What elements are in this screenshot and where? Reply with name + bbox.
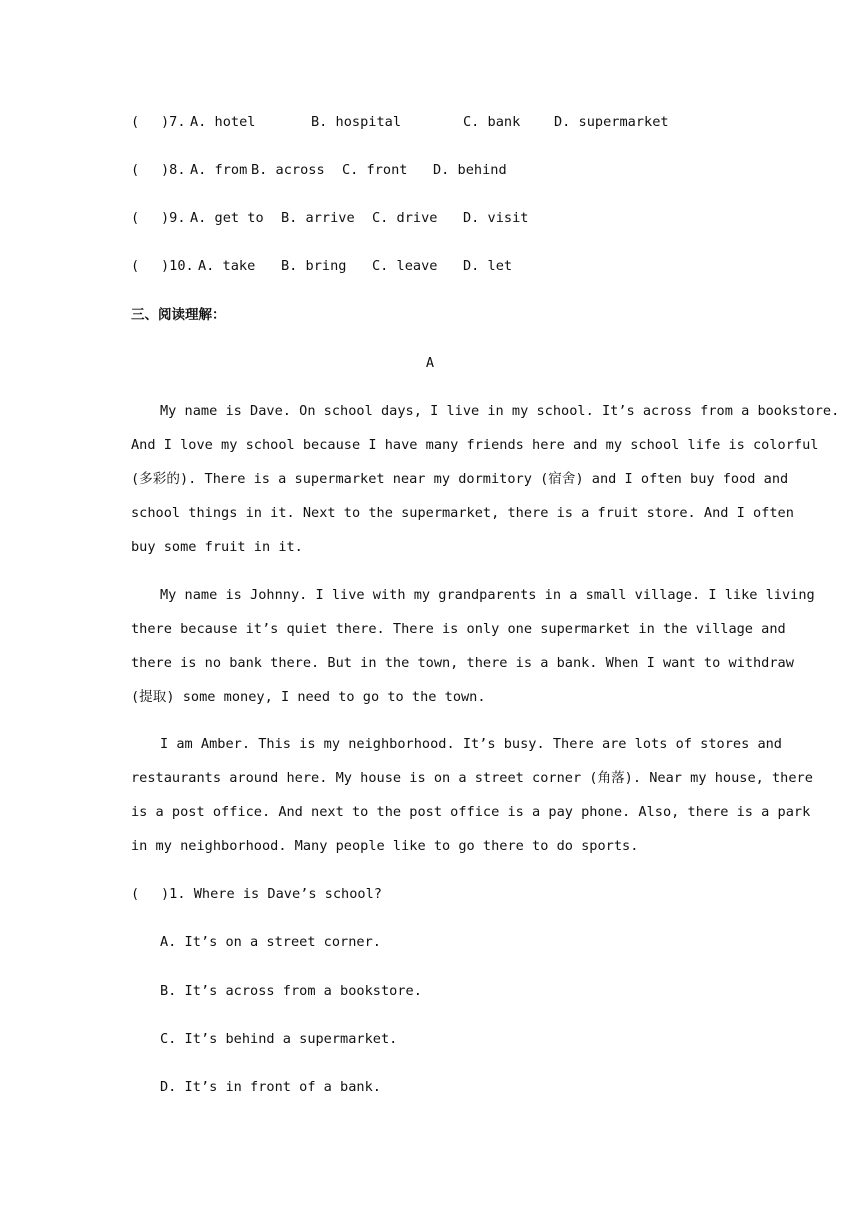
item-number: )7. xyxy=(161,114,186,130)
option-b: B. arrive xyxy=(281,210,355,226)
option-d: D. visit xyxy=(463,210,529,226)
option-a: A. from xyxy=(190,162,248,178)
paragraph-line: restaurants around here. My house is on a street corner (角落). Near my house, there xyxy=(131,770,813,786)
paragraph-line: My name is Johnny. I live with my grandparents in a small village. I like living xyxy=(160,587,815,603)
option-a: A. take xyxy=(198,258,256,274)
option-d: D. let xyxy=(463,258,513,274)
option-b: B. across xyxy=(251,162,325,178)
paragraph-line: is a post office. And next to the post office is a pay phone. Also, there is a park xyxy=(131,804,811,820)
question-stem: )1. Where is Dave’s school? xyxy=(161,886,382,902)
option-c: C. bank xyxy=(463,114,521,130)
paragraph-line: And I love my school because I have many friends here and my school life is colorful xyxy=(131,437,819,453)
paragraph-line: school things in it. Next to the supermarket, there is a fruit store. And I often xyxy=(131,505,794,521)
item-number: )9. xyxy=(161,210,186,226)
answer-option-a: A. It’s on a street corner. xyxy=(160,934,381,950)
paragraph-johnny xyxy=(131,586,815,722)
item-number: )8. xyxy=(161,162,186,178)
paragraph-dave xyxy=(131,402,840,572)
option-c: C. leave xyxy=(372,258,438,274)
option-b: B. hospital xyxy=(311,114,402,130)
paragraph-line: I am Amber. This is my neighborhood. It’s busy. There are lots of stores and xyxy=(160,736,782,752)
answer-blank: ( xyxy=(131,258,140,274)
paragraph-amber xyxy=(131,735,813,871)
answer-option-d: D. It’s in front of a bank. xyxy=(160,1079,381,1095)
option-c: C. front xyxy=(342,162,408,178)
option-d: D. supermarket xyxy=(554,114,669,130)
item-number: )10. xyxy=(161,258,194,274)
paragraph-line: there because it’s quiet there. There is only one supermarket in the village and xyxy=(131,621,786,637)
answer-blank: ( xyxy=(131,114,140,130)
paragraph-line: in my neighborhood. Many people like to go there to do sports. xyxy=(131,838,639,854)
passage-label: A xyxy=(425,355,435,371)
paragraph-line: My name is Dave. On school days, I live in my school. It’s across from a bookstore. xyxy=(160,403,840,419)
section-heading: 三、阅读理解： xyxy=(131,307,226,323)
option-c: C. drive xyxy=(372,210,438,226)
answer-option-b: B. It’s across from a bookstore. xyxy=(160,983,422,999)
paragraph-line: buy some fruit in it. xyxy=(131,539,303,555)
paragraph-line: (多彩的). There is a supermarket near my dormitory (宿舍) and I often buy food and xyxy=(131,471,789,487)
option-d: D. behind xyxy=(433,162,507,178)
answer-blank: ( xyxy=(131,210,140,226)
paragraph-line: there is no bank there. But in the town, there is a bank. When I want to withdraw xyxy=(131,655,794,671)
answer-option-c: C. It’s behind a supermarket. xyxy=(160,1031,398,1047)
paragraph-line: (提取) some money, I need to go to the town. xyxy=(131,689,486,705)
answer-blank: ( xyxy=(131,886,140,902)
option-a: A. hotel xyxy=(190,114,256,130)
option-b: B. bring xyxy=(281,258,347,274)
option-a: A. get to xyxy=(190,210,264,226)
answer-blank: ( xyxy=(131,162,140,178)
